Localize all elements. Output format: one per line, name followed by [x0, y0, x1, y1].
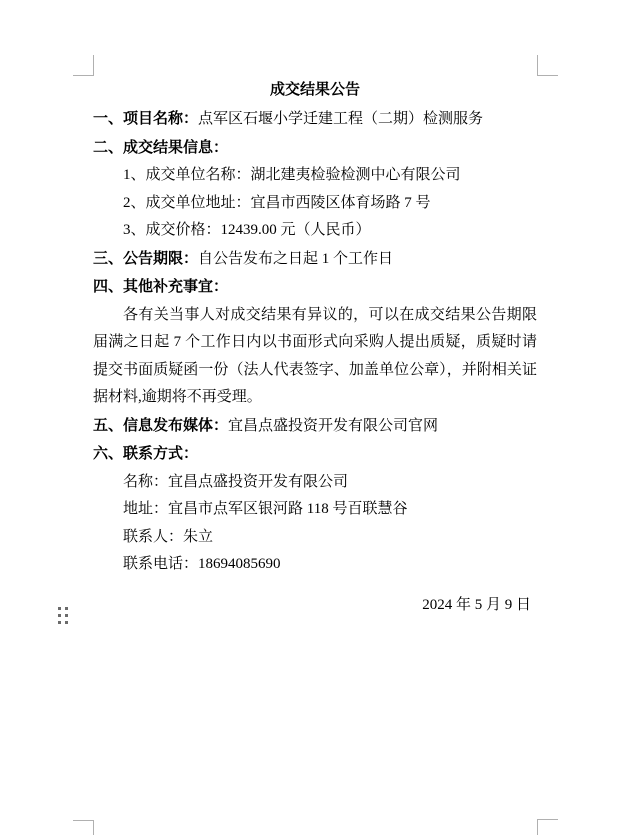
handle-dot — [65, 621, 68, 624]
drag-handle-dots-icon[interactable] — [58, 607, 68, 624]
contact-item-address: 地址：宜昌市点军区银河路 118 号百联慧谷 — [123, 501, 408, 517]
section-contact-heading — [93, 440, 537, 469]
margin-mark-top-left — [73, 55, 94, 76]
section-other-label: 四、其他补充事宜： — [93, 278, 229, 295]
margin-mark-bottom-left — [73, 820, 94, 835]
result-item-price: 3、成交价格：12439.00 元（人民币） — [123, 222, 371, 238]
handle-dot — [58, 614, 61, 617]
handle-dot — [58, 621, 61, 624]
result-item-supplier-address: 2、成交单位地址：宜昌市西陵区体育场路 7 号 — [123, 194, 431, 211]
objection-paragraph: 各有关当事人对成交结果有异议的，可以在成交结果公告期限届满之日起 7 个工作日内以书面形式向采购人提出质疑，质疑时请提交书面质疑函一份（法人代表签字、加盖单位公章），并附相关证据材料,逾期将不再受理。 — [93, 306, 537, 405]
section-contact-label: 六、联系方式： — [93, 445, 199, 462]
blank-line — [93, 579, 537, 592]
document-title: 成交结果公告 — [269, 81, 360, 98]
contact-item-phone: 联系电话：18694085690 — [123, 556, 281, 572]
margin-mark-bottom-right — [537, 819, 558, 835]
margin-mark-top-right — [537, 55, 558, 76]
contact-item-name: 名称：宜昌点盛投资开发有限公司 — [123, 473, 349, 490]
section-period-label: 三、公告期限： — [93, 249, 199, 267]
section-media-value: 宜昌点盛投资开发有限公司官网 — [228, 417, 439, 434]
section-result-heading — [93, 134, 537, 163]
document-content — [93, 75, 537, 619]
contact-item-person: 联系人：朱立 — [123, 528, 214, 545]
handle-dot — [58, 607, 61, 610]
result-item-supplier-name: 1、成交单位名称：湖北建夷检验检测中心有限公司 — [123, 167, 461, 183]
section-project-label: 一、项目名称： — [93, 110, 199, 127]
section-media — [93, 412, 537, 441]
section-project-value: 点军区石堰小学迁建工程（二期）检测服务 — [198, 111, 484, 127]
handle-dot — [65, 607, 68, 610]
section-other-heading — [93, 273, 537, 302]
section-period — [93, 245, 537, 274]
document-date: 2024 年 5 月 9 日 — [422, 596, 531, 613]
section-period-value: 自公告发布之日起 1 个工作日 — [198, 250, 394, 267]
handle-dot — [65, 614, 68, 617]
section-project — [93, 105, 537, 134]
section-media-label: 五、信息发布媒体： — [93, 416, 229, 434]
section-result-label: 二、成交结果信息： — [93, 138, 229, 156]
